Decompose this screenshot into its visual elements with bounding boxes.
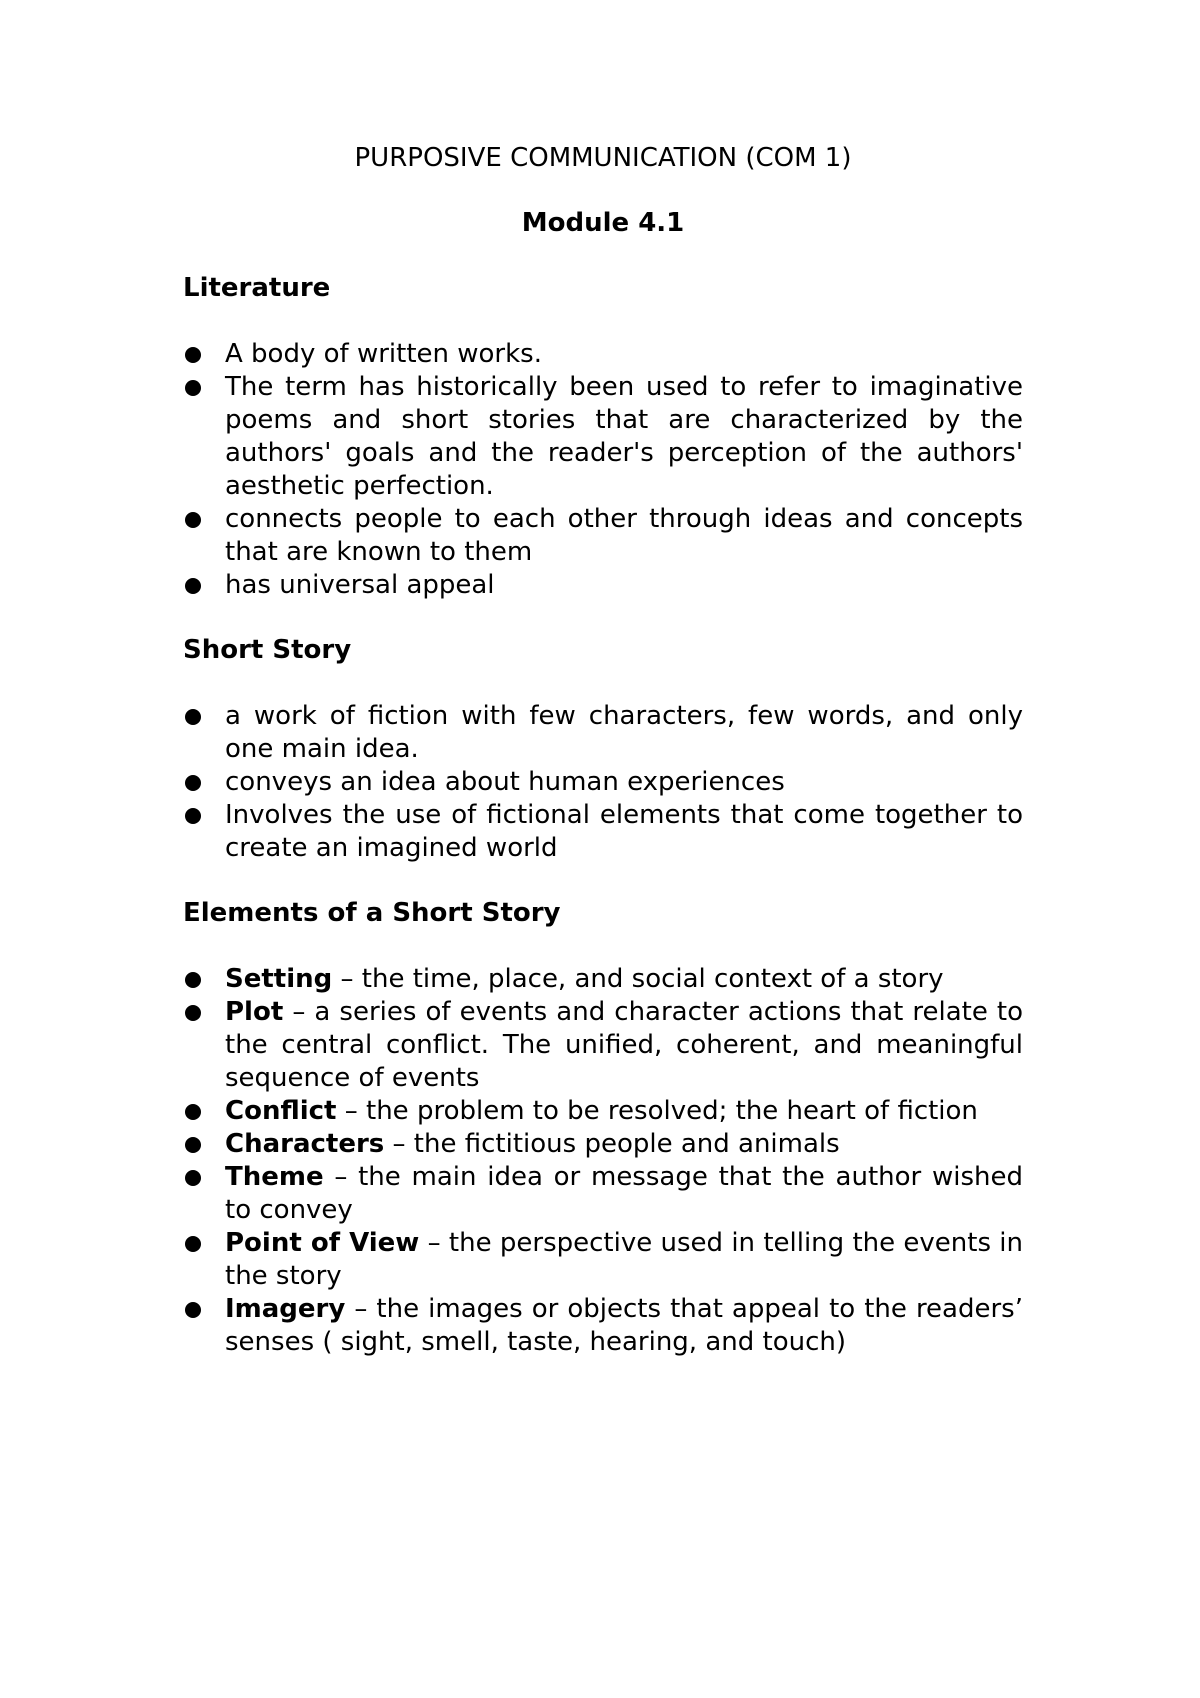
bullet-icon <box>185 808 201 824</box>
list-item-text: A body of written works. <box>225 339 542 369</box>
list-item-text: a work of fiction with few characters, few words, and only one main idea. <box>225 701 1023 764</box>
elements-list <box>183 963 1023 1359</box>
list-item-text: has universal appeal <box>225 570 495 600</box>
bullet-icon <box>185 380 201 396</box>
element-item-imagery <box>183 1293 1023 1359</box>
module-label: Module 4.1 <box>521 208 685 238</box>
bullet-icon <box>185 775 201 791</box>
literature-list <box>183 338 1023 602</box>
element-definition: – the fictitious people and animals <box>384 1129 840 1159</box>
element-term: Imagery <box>225 1294 346 1324</box>
list-item <box>183 766 1023 799</box>
bullet-icon <box>185 1104 201 1120</box>
element-definition: – a series of events and character actions that relate to the central conflict. The unified, coherent, and meaningful sequence of events <box>225 997 1023 1093</box>
element-item-theme <box>183 1161 1023 1227</box>
bullet-icon <box>185 972 201 988</box>
section-heading-literature: Literature <box>183 273 331 303</box>
list-item <box>183 799 1023 865</box>
section-heading-elements: Elements of a Short Story <box>183 898 561 928</box>
bullet-icon <box>185 347 201 363</box>
list-item <box>183 503 1023 569</box>
element-item-setting <box>183 963 1023 996</box>
element-item-conflict <box>183 1095 1023 1128</box>
section-heading-short-story: Short Story <box>183 635 352 665</box>
list-item <box>183 371 1023 503</box>
bullet-icon <box>185 1236 201 1252</box>
element-definition: – the time, place, and social context of a story <box>332 964 944 994</box>
element-term: Plot <box>225 997 284 1027</box>
element-term: Conflict <box>225 1096 337 1126</box>
page-content <box>183 142 1023 1359</box>
element-term: Setting <box>225 964 333 994</box>
element-definition: – the main idea or message that the author wished to convey <box>225 1162 1023 1225</box>
element-item-point-of-view <box>183 1227 1023 1293</box>
element-item-plot <box>183 996 1023 1095</box>
short-story-list <box>183 700 1023 865</box>
element-term: Point of View <box>225 1228 420 1258</box>
bullet-icon <box>185 1137 201 1153</box>
list-item <box>183 338 1023 371</box>
list-item <box>183 569 1023 602</box>
bullet-icon <box>185 1170 201 1186</box>
list-item-text: conveys an idea about human experiences <box>225 767 785 797</box>
bullet-icon <box>185 1005 201 1021</box>
element-definition: – the images or objects that appeal to the readers’ senses ( sight, smell, taste, hearing, and touch) <box>225 1294 1023 1357</box>
list-item <box>183 700 1023 766</box>
element-definition: – the problem to be resolved; the heart of fiction <box>336 1096 978 1126</box>
element-item-characters <box>183 1128 1023 1161</box>
element-term: Theme <box>225 1162 324 1192</box>
list-item-text: The term has historically been used to refer to imaginative poems and short stories that are characterized by the authors' goals and the reader's perception of the authors' aesthetic perfection. <box>225 372 1023 501</box>
document-title: PURPOSIVE COMMUNICATION (COM 1) <box>354 143 852 173</box>
element-definition: – the perspective used in telling the events in the story <box>225 1228 1024 1291</box>
bullet-icon <box>185 578 201 594</box>
list-item-text: connects people to each other through ideas and concepts that are known to them <box>225 504 1023 567</box>
bullet-icon <box>185 512 201 528</box>
list-item-text: Involves the use of fictional elements that come together to create an imagined world <box>225 800 1023 863</box>
bullet-icon <box>185 1302 201 1318</box>
element-term: Characters <box>225 1129 385 1159</box>
bullet-icon <box>185 709 201 725</box>
